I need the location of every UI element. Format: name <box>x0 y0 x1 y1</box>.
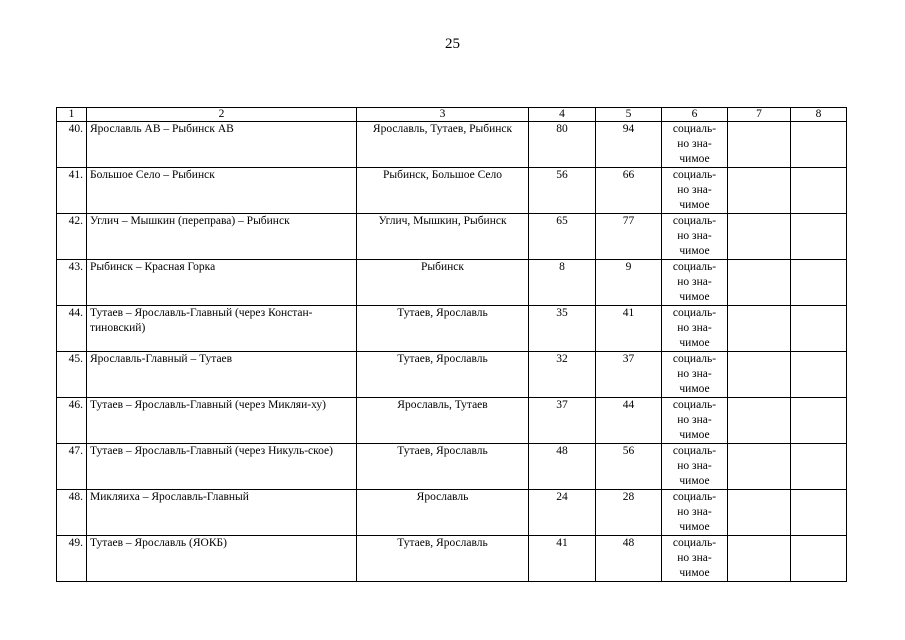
row-number: 43. <box>57 260 87 306</box>
status <box>662 306 728 352</box>
column-8-value <box>791 306 847 352</box>
column-header-4: 4 <box>529 108 596 122</box>
status-line: но зна- <box>677 552 712 564</box>
status-line: социаль- <box>672 491 717 503</box>
table-row <box>57 306 847 352</box>
route-name: Тутаев – Ярославль-Главный (через Констан-тиновский) <box>87 306 357 352</box>
status <box>662 260 728 306</box>
table-row <box>57 536 847 582</box>
table-row <box>57 168 847 214</box>
status <box>662 398 728 444</box>
status-line: чимое <box>679 383 710 395</box>
column-7-value <box>728 168 791 214</box>
row-number: 45. <box>57 352 87 398</box>
route-name: Ярославль-Главный – Тутаев <box>87 352 357 398</box>
column-4-value: 41 <box>529 536 596 582</box>
row-number: 44. <box>57 306 87 352</box>
settlements: Рыбинск, Большое Село <box>357 168 529 214</box>
column-4-value: 37 <box>529 398 596 444</box>
column-5-value: 48 <box>596 536 662 582</box>
column-4-value: 35 <box>529 306 596 352</box>
route-name: Большое Село – Рыбинск <box>87 168 357 214</box>
column-4-value: 32 <box>529 352 596 398</box>
row-number: 49. <box>57 536 87 582</box>
settlements: Ярославль <box>357 490 529 536</box>
route-name: Тутаев – Ярославль (ЯОКБ) <box>87 536 357 582</box>
row-number: 41. <box>57 168 87 214</box>
table-row <box>57 352 847 398</box>
column-4-value: 56 <box>529 168 596 214</box>
column-4-value: 65 <box>529 214 596 260</box>
status <box>662 536 728 582</box>
settlements: Тутаев, Ярославль <box>357 444 529 490</box>
column-8-value <box>791 398 847 444</box>
status-line: но зна- <box>677 506 712 518</box>
status-line: социаль- <box>672 445 717 457</box>
status <box>662 168 728 214</box>
column-7-value <box>728 490 791 536</box>
column-5-value: 94 <box>596 122 662 168</box>
row-number: 40. <box>57 122 87 168</box>
table-row <box>57 260 847 306</box>
column-4-value: 48 <box>529 444 596 490</box>
column-header-8: 8 <box>791 108 847 122</box>
status-line: социаль- <box>672 215 717 227</box>
route-name: Микляиха – Ярославль-Главный <box>87 490 357 536</box>
status-line: социаль- <box>672 123 717 135</box>
row-number: 42. <box>57 214 87 260</box>
column-8-value <box>791 214 847 260</box>
status-line: чимое <box>679 245 710 257</box>
status-line: но зна- <box>677 414 712 426</box>
settlements: Тутаев, Ярославль <box>357 306 529 352</box>
column-header-2: 2 <box>87 108 357 122</box>
settlements: Ярославль, Тутаев <box>357 398 529 444</box>
column-7-value <box>728 444 791 490</box>
column-8-value <box>791 352 847 398</box>
header-row <box>57 108 847 122</box>
column-7-value <box>728 398 791 444</box>
settlements: Тутаев, Ярославль <box>357 352 529 398</box>
table-header <box>57 108 847 122</box>
status-line: социаль- <box>672 169 717 181</box>
status <box>662 352 728 398</box>
column-5-value: 9 <box>596 260 662 306</box>
status <box>662 214 728 260</box>
column-8-value <box>791 444 847 490</box>
status <box>662 444 728 490</box>
table-row <box>57 398 847 444</box>
status-line: чимое <box>679 475 710 487</box>
status-line: социаль- <box>672 399 717 411</box>
status-line: чимое <box>679 291 710 303</box>
table-row <box>57 444 847 490</box>
status-line: социаль- <box>672 353 717 365</box>
column-8-value <box>791 536 847 582</box>
column-header-6: 6 <box>662 108 728 122</box>
column-5-value: 66 <box>596 168 662 214</box>
route-name: Тутаев – Ярославль-Главный (через Микляи-ху) <box>87 398 357 444</box>
column-4-value: 80 <box>529 122 596 168</box>
column-7-value <box>728 214 791 260</box>
column-8-value <box>791 490 847 536</box>
column-7-value <box>728 122 791 168</box>
column-5-value: 56 <box>596 444 662 490</box>
status-line: чимое <box>679 429 710 441</box>
status-line: но зна- <box>677 138 712 150</box>
status-line: социаль- <box>672 261 717 273</box>
settlements: Рыбинск <box>357 260 529 306</box>
column-5-value: 44 <box>596 398 662 444</box>
row-number: 46. <box>57 398 87 444</box>
column-5-value: 28 <box>596 490 662 536</box>
column-header-1: 1 <box>57 108 87 122</box>
route-name: Рыбинск – Красная Горка <box>87 260 357 306</box>
table-row <box>57 490 847 536</box>
column-4-value: 8 <box>529 260 596 306</box>
status-line: чимое <box>679 153 710 165</box>
column-7-value <box>728 536 791 582</box>
table-row <box>57 122 847 168</box>
status-line: социаль- <box>672 537 717 549</box>
column-8-value <box>791 122 847 168</box>
status-line: но зна- <box>677 460 712 472</box>
column-4-value: 24 <box>529 490 596 536</box>
status-line: но зна- <box>677 322 712 334</box>
table-body <box>57 122 847 582</box>
column-5-value: 41 <box>596 306 662 352</box>
routes-table <box>56 107 847 582</box>
status-line: но зна- <box>677 184 712 196</box>
status-line: чимое <box>679 337 710 349</box>
status-line: чимое <box>679 567 710 579</box>
route-name: Углич – Мышкин (переправа) – Рыбинск <box>87 214 357 260</box>
column-7-value <box>728 306 791 352</box>
column-8-value <box>791 260 847 306</box>
column-7-value <box>728 260 791 306</box>
table-row <box>57 214 847 260</box>
route-name: Тутаев – Ярославль-Главный (через Никуль-ское) <box>87 444 357 490</box>
settlements: Ярославль, Тутаев, Рыбинск <box>357 122 529 168</box>
status-line: чимое <box>679 199 710 211</box>
column-header-3: 3 <box>357 108 529 122</box>
row-number: 47. <box>57 444 87 490</box>
column-header-7: 7 <box>728 108 791 122</box>
page-number: 25 <box>445 36 460 52</box>
settlements: Тутаев, Ярославль <box>357 536 529 582</box>
status-line: но зна- <box>677 230 712 242</box>
column-8-value <box>791 168 847 214</box>
settlements: Углич, Мышкин, Рыбинск <box>357 214 529 260</box>
row-number: 48. <box>57 490 87 536</box>
column-7-value <box>728 352 791 398</box>
status-line: но зна- <box>677 276 712 288</box>
column-5-value: 37 <box>596 352 662 398</box>
status-line: но зна- <box>677 368 712 380</box>
route-name: Ярославль АВ – Рыбинск АВ <box>87 122 357 168</box>
status-line: чимое <box>679 521 710 533</box>
status <box>662 490 728 536</box>
status-line: социаль- <box>672 307 717 319</box>
status <box>662 122 728 168</box>
column-header-5: 5 <box>596 108 662 122</box>
column-5-value: 77 <box>596 214 662 260</box>
